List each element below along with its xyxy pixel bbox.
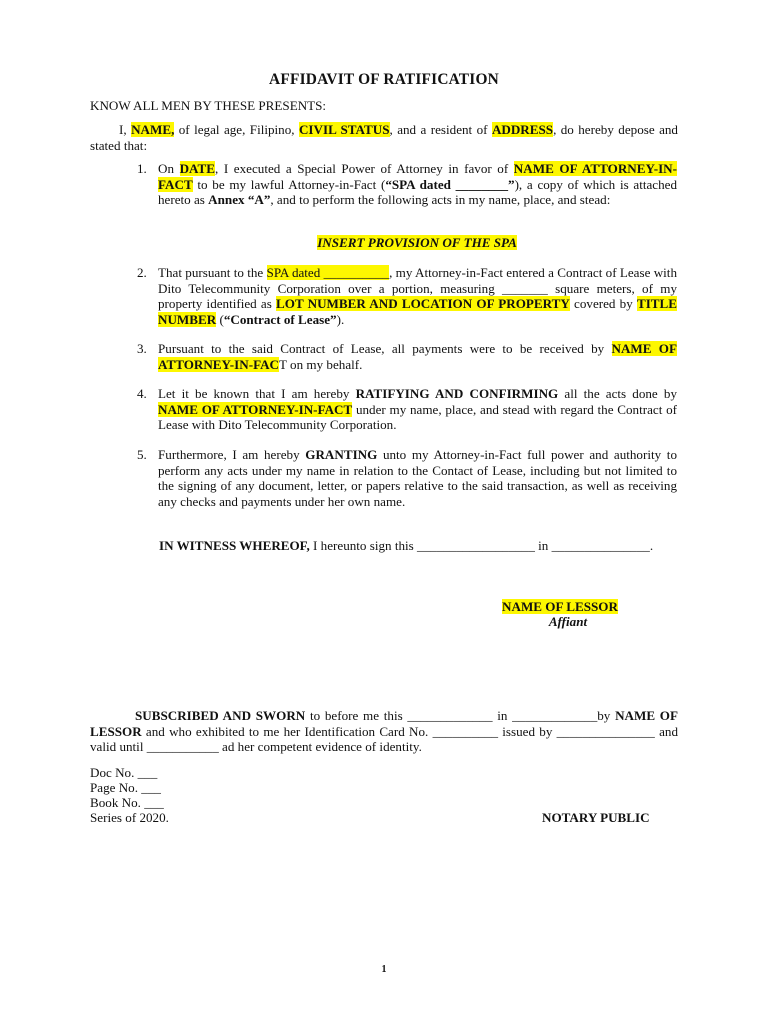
book-number: Book No. ___	[90, 795, 164, 810]
witness-heading: IN WITNESS WHEREOF,	[159, 538, 310, 553]
date-field: DATE	[179, 161, 216, 176]
lot-number-field: LOT NUMBER AND LOCATION OF PROPERTY	[276, 296, 570, 312]
item-4-text: all the acts done by	[558, 386, 677, 401]
insert-provision-placeholder: INSERT PROVISION OF THE SPA	[317, 235, 517, 250]
opening-text-4: , do hereby depose and stated that:	[90, 122, 678, 153]
attorney-in-fact-field: NAME OF ATTORNEY-IN-FACT	[158, 161, 678, 192]
contract-of-lease-text: “Contract of Lease”	[223, 311, 337, 327]
notary-public-label: NOTARY PUBLIC	[542, 810, 650, 825]
lessor-name-field: NAME OF LESSOR	[502, 599, 618, 614]
series-year: Series of 2020.	[90, 810, 169, 825]
item-1-number: 1.	[137, 161, 147, 176]
witness-text: I hereunto sign this __________________ in _______________.	[309, 538, 654, 553]
opening-text-1: I,	[119, 122, 132, 137]
item-5-text: unto my Attorney-in-Fact full power and authority to perform any acts under my name in relation to the Contact of Lease, including but not limited to the signing of any document, letter, or papers relative to the said transaction, as well as receiving any checks and payments under her own name.	[158, 447, 677, 509]
address-field: ADDRESS	[491, 122, 554, 137]
spa-dated-text: “SPA dated ________”	[385, 176, 515, 192]
item-3-paragraph	[158, 341, 677, 372]
attorney-in-fact-field: NAME OF ATTORNEY-IN-FACT	[158, 401, 353, 417]
affiant-name-field: NAME,	[131, 122, 175, 137]
item-1-text: ), a copy of which is attached hereto as	[158, 176, 678, 208]
affiant-label-line	[448, 614, 688, 630]
item-2-text: , my Attorney-in-Fact entered a Contract of Lease with Dito Telecommunity Corporation over a portion, measuring _______ square meters, of my property identified as	[158, 265, 677, 312]
opening-text-2: of legal age, Filipino,	[174, 122, 299, 137]
jurat-heading: SUBSCRIBED AND SWORN	[135, 708, 306, 723]
jurat-paragraph	[90, 708, 678, 755]
item-2-text: That pursuant to the	[158, 265, 267, 280]
granting-text: GRANTING	[305, 447, 378, 462]
item-4-paragraph	[158, 386, 677, 433]
item-2-number: 2.	[137, 265, 147, 280]
item-1-paragraph	[158, 161, 677, 208]
ratifying-text: RATIFYING AND CONFIRMING	[355, 386, 559, 401]
item-4-number: 4.	[137, 386, 147, 401]
annex-a-text: Annex “A”	[208, 192, 271, 208]
item-3-number: 3.	[137, 341, 147, 356]
attorney-in-fact-field: NAME OF ATTORNEY-IN-FAC	[158, 341, 677, 372]
document-title: AFFIDAVIT OF RATIFICATION	[269, 71, 499, 88]
intro-line: KNOW ALL MEN BY THESE PRESENTS:	[90, 98, 327, 113]
affiant-label: Affiant	[548, 614, 588, 629]
item-2-paragraph	[158, 265, 677, 327]
item-2-text: (	[216, 311, 224, 327]
item-1-text: , and to perform the following acts in my name, place, and stead:	[270, 192, 611, 208]
item-5-text: Furthermore, I am hereby	[158, 447, 306, 462]
item-4-text: Let it be known that I am hereby	[158, 386, 356, 401]
opening-text-3: , and a resident of	[389, 122, 492, 137]
item-1-text: to be my lawful Attorney-in-Fact (	[192, 176, 386, 192]
jurat-text: and who exhibited to me her Identification Card No. __________ issued by _______________ and valid until ___________ ad her competent evidence of identity.	[90, 723, 678, 755]
item-4-text: under my name, place, and stead with regard the Contract of Lease with Dito Telecommunity Corporation.	[158, 401, 678, 433]
item-1-text: , I executed a Special Power of Attorney in favor of	[215, 161, 514, 176]
witness-paragraph	[90, 538, 678, 554]
spa-dated-field: SPA dated __________	[266, 265, 390, 280]
title-number-field: TITLE NUMBER	[158, 296, 677, 327]
item-2-text: covered by	[569, 296, 637, 312]
item-5-paragraph	[158, 447, 677, 509]
doc-number: Doc No. ___	[90, 765, 158, 780]
opening-paragraph	[90, 122, 678, 153]
civil-status-field: CIVIL STATUS	[298, 122, 390, 137]
signature-block	[440, 599, 680, 615]
item-3-text: Pursuant to the said Contract of Lease, all payments were to be received by	[158, 341, 612, 356]
page-number-entry: Page No. ___	[90, 780, 161, 795]
insert-provision-line	[0, 235, 768, 251]
item-2-text: ).	[336, 311, 345, 327]
item-3-text: T on my behalf.	[279, 356, 363, 372]
jurat-lessor-name: NAME OF LESSOR	[90, 708, 678, 739]
page-number: 1	[381, 964, 387, 975]
item-1-text: On	[158, 161, 180, 176]
item-5-number: 5.	[137, 447, 147, 462]
jurat-text: to before me this _____________ in _____________by	[305, 708, 616, 723]
